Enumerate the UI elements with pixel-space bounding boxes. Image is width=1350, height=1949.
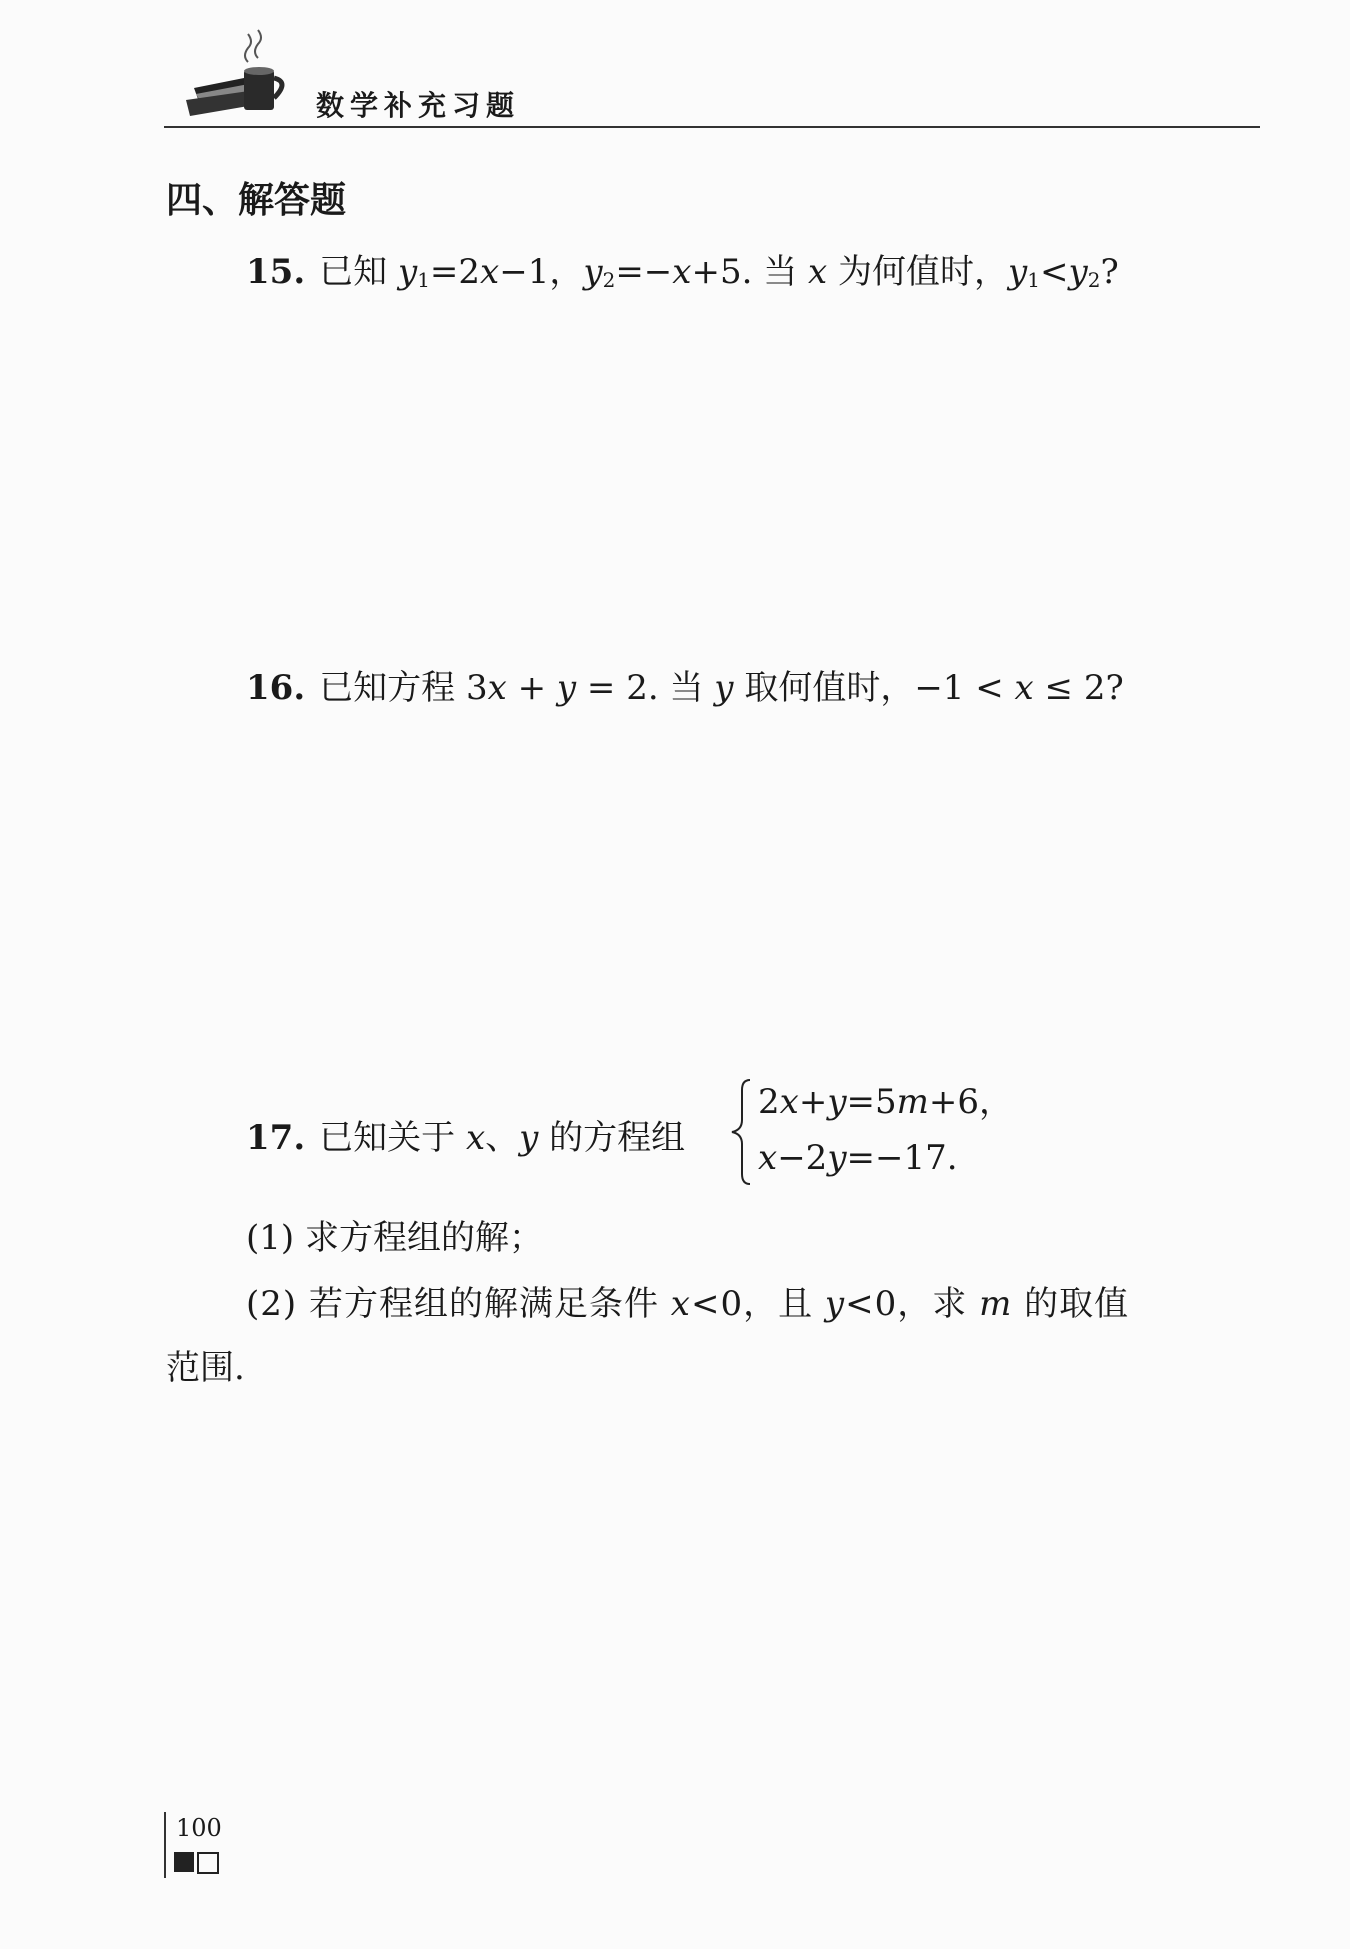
question-17-part-1: (1) 求方程组的解； (246, 1218, 543, 1258)
question-number: 15. (246, 252, 306, 292)
var-y: y (1008, 252, 1028, 292)
section-heading: 四、解答题 (166, 180, 347, 221)
var-y: y (714, 668, 734, 708)
question-text: < (1039, 252, 1069, 292)
left-brace-icon (730, 1078, 754, 1186)
eq-text: 2 (758, 1082, 780, 1122)
var-y: y (1068, 252, 1088, 292)
var-x: x (1014, 668, 1034, 708)
var-x: x (480, 252, 500, 292)
equation-system (730, 1074, 1050, 1190)
coffee-cup-books-icon (186, 28, 296, 124)
question-text: 为何值时， (827, 252, 1009, 292)
question-text: 已知关于 (319, 1118, 466, 1158)
header-title: 数学补充习题 (316, 89, 521, 122)
var-x: x (487, 668, 507, 708)
question-text: 已知方程 3 (319, 668, 488, 708)
footer-divider (164, 1812, 166, 1878)
eq-text: −2 (777, 1138, 828, 1178)
question-text: + (506, 668, 557, 708)
question-text: 、 (485, 1118, 520, 1158)
question-17 (246, 1110, 685, 1159)
question-number: 17. (246, 1118, 306, 1158)
page-number: 100 (176, 1814, 222, 1842)
header-divider (164, 126, 1260, 128)
var-x: x (670, 1284, 691, 1324)
filled-square-icon (174, 1852, 194, 1872)
var-x: x (808, 252, 828, 292)
question-17-part-2-continued: 范围. (166, 1348, 245, 1388)
eq-text: + (798, 1082, 828, 1122)
eq-text: +6， (928, 1082, 1014, 1122)
empty-square-icon (197, 1852, 219, 1874)
question-text: <0，求 (845, 1284, 980, 1324)
question-text: =2 (429, 252, 481, 292)
question-text: 的方程组 (538, 1118, 686, 1158)
question-text: 取何值时，−1 < (733, 668, 1015, 708)
var-x: x (672, 252, 692, 292)
var-y: y (556, 668, 577, 708)
eq-text: =5 (846, 1082, 897, 1122)
question-17-part-2 (246, 1276, 1129, 1325)
eq-text: =−17. (846, 1138, 958, 1178)
var-y: y (824, 1284, 846, 1324)
question-text: 已知 (319, 252, 398, 292)
question-number: 16. (246, 668, 306, 708)
equation-1 (758, 1074, 1013, 1123)
question-16 (246, 660, 1124, 709)
var-m: m (979, 1284, 1013, 1324)
var-x: x (758, 1138, 778, 1178)
subscript: 1 (1027, 268, 1040, 292)
var-y: y (397, 252, 418, 292)
question-15 (246, 244, 1119, 293)
question-text: ? (1100, 252, 1119, 292)
var-y: y (827, 1138, 847, 1178)
question-text: (2) 若方程组的解满足条件 (246, 1284, 671, 1324)
subscript: 2 (1087, 268, 1101, 292)
subscript: 2 (602, 268, 616, 292)
equation-2 (758, 1138, 958, 1178)
var-y: y (583, 252, 603, 292)
subscript: 1 (417, 268, 430, 292)
var-m: m (896, 1082, 929, 1122)
question-text: −1， (499, 252, 584, 292)
var-y: y (827, 1082, 847, 1122)
question-text: 的取值 (1012, 1284, 1130, 1324)
question-text: = 2. 当 (576, 668, 715, 708)
question-text: <0，且 (690, 1284, 825, 1324)
question-text: ≤ 2? (1033, 668, 1124, 708)
var-x: x (465, 1118, 486, 1158)
question-text: =− (615, 252, 673, 292)
var-x: x (779, 1082, 799, 1122)
var-y: y (519, 1118, 539, 1158)
question-text: +5. 当 (691, 252, 809, 292)
